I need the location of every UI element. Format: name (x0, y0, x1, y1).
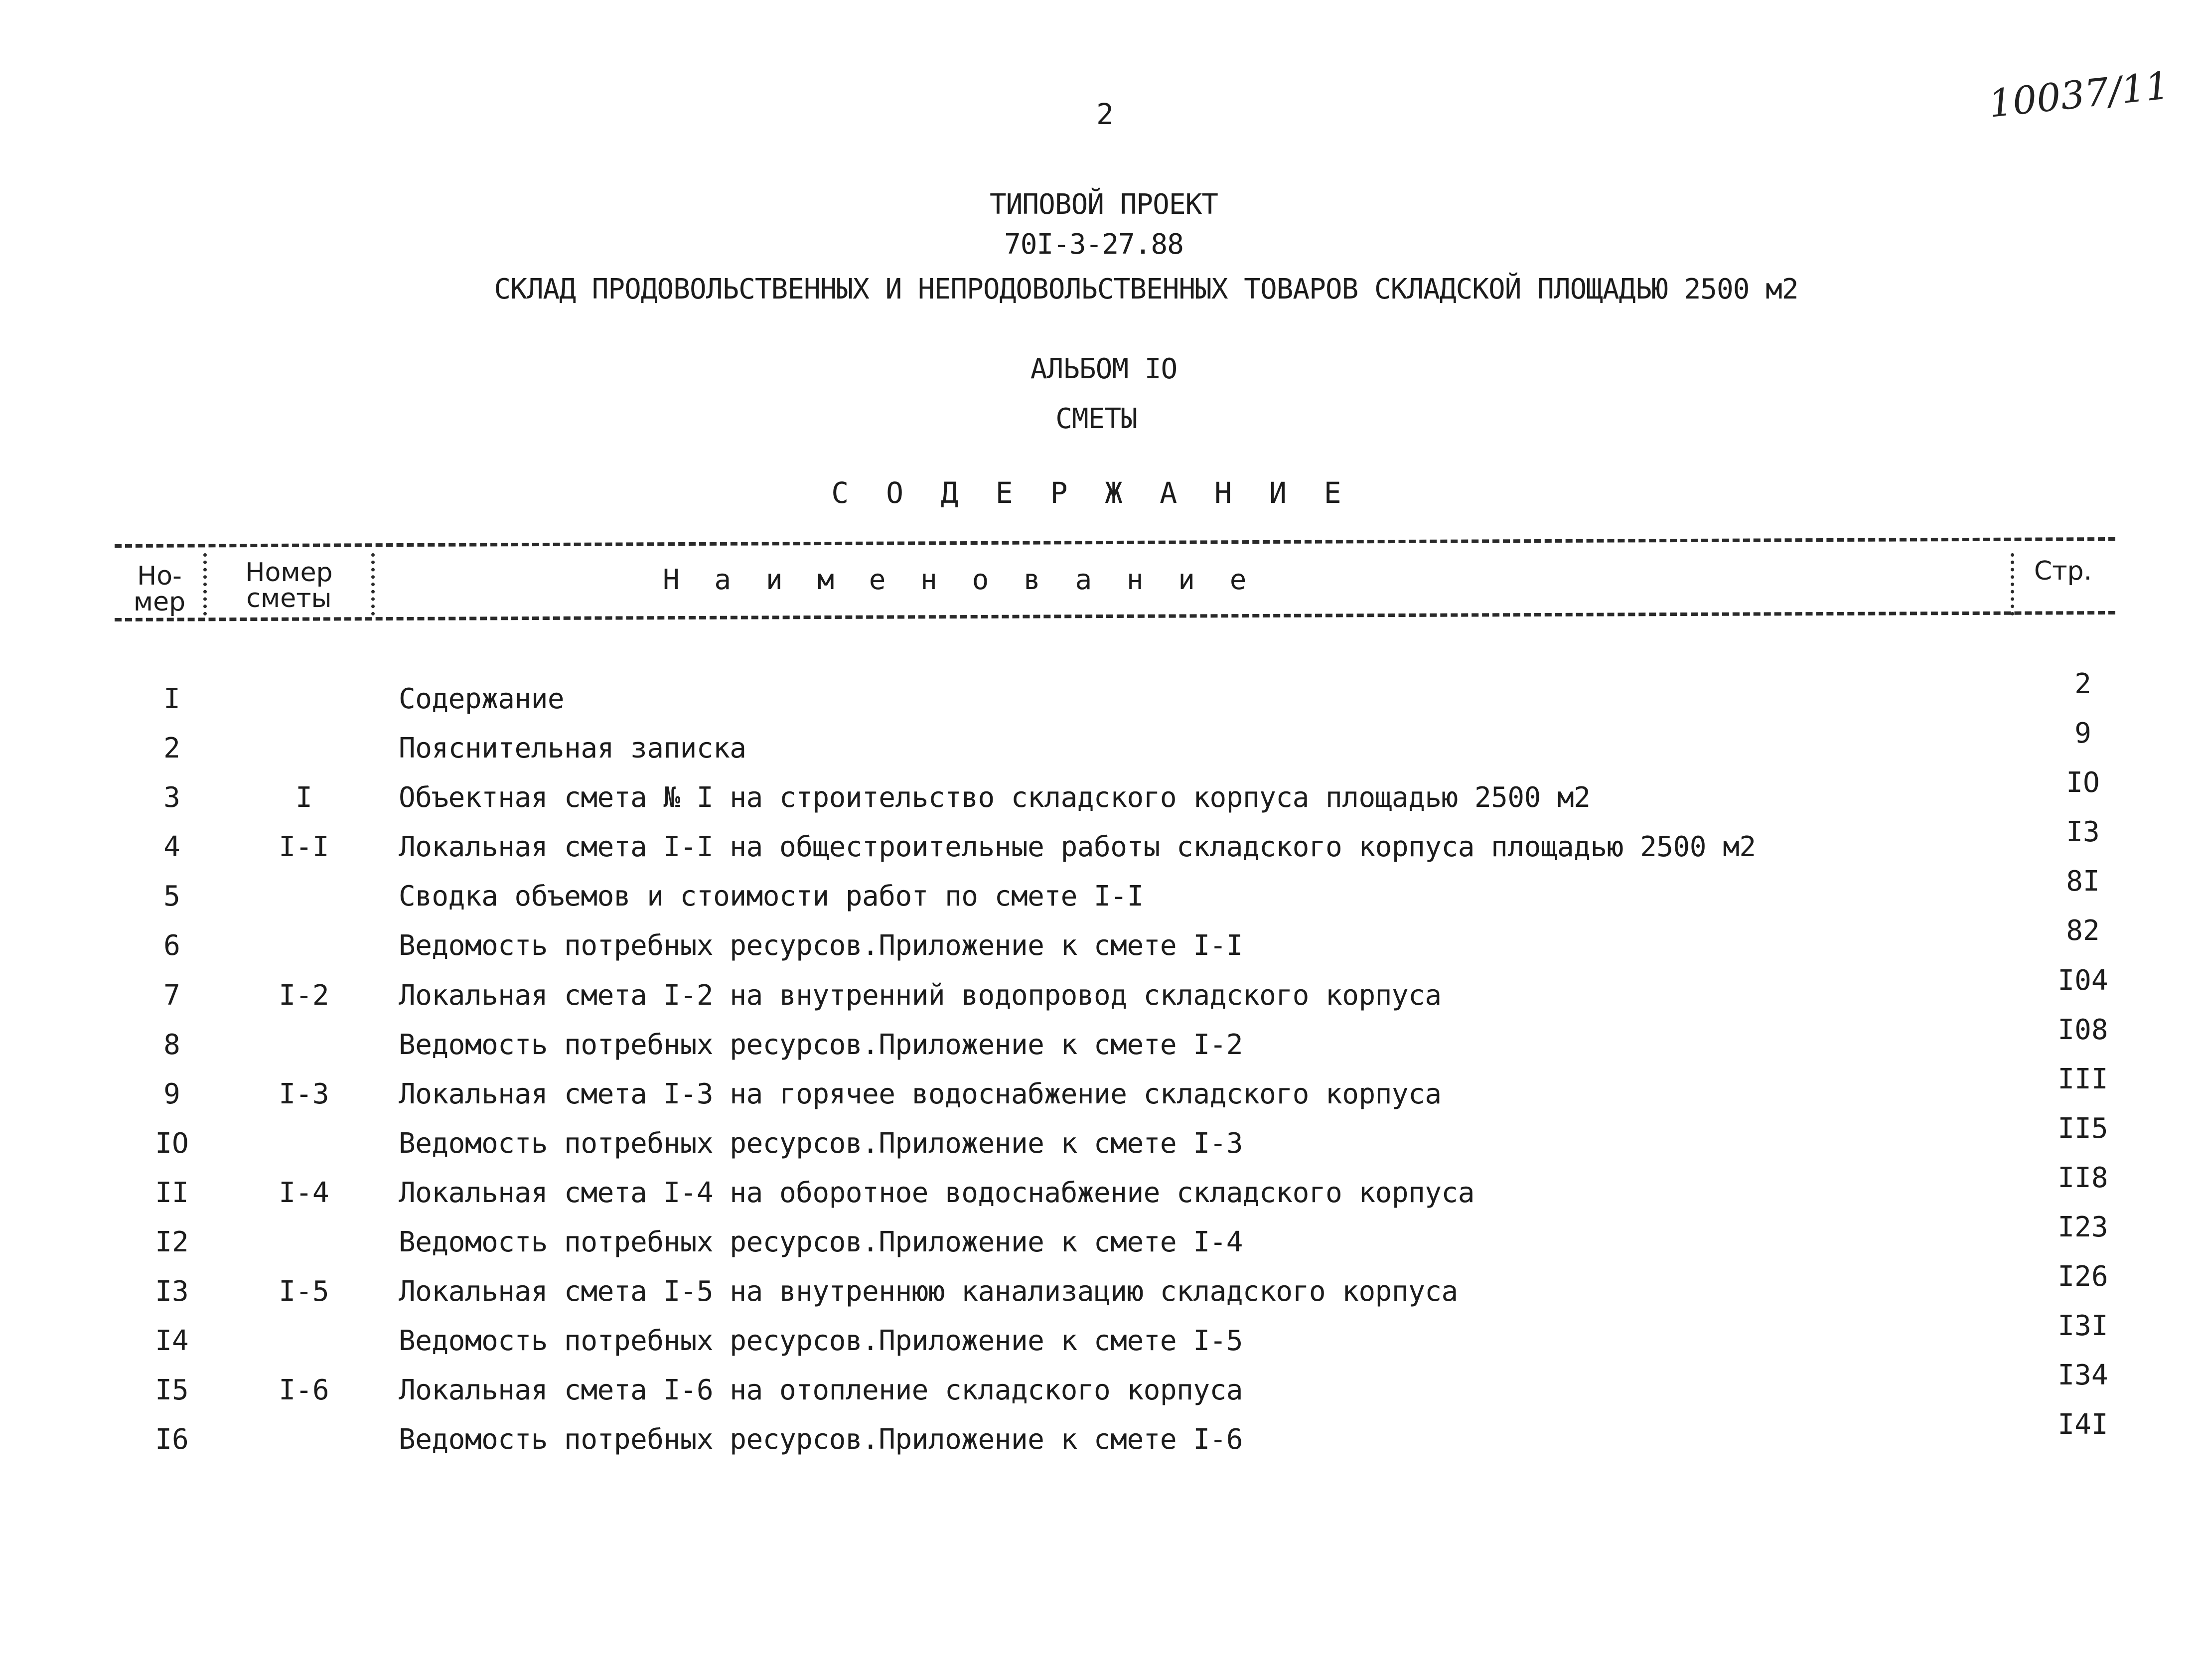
table-row (0, 1211, 2207, 1271)
column-header-estimate-number: Номер сметы (245, 558, 333, 613)
row-name: Локальная смета I-I на общестроительные работы складского корпуса площадью 2500 м2 (399, 831, 1756, 863)
table-row (0, 1063, 2207, 1123)
row-name: Ведомость потребных ресурсов.Приложение к смете I-3 (399, 1127, 1243, 1160)
table-row (0, 1014, 2207, 1073)
row-page: I34 (2058, 1359, 2108, 1391)
row-page: I23 (2058, 1211, 2108, 1243)
row-page: 9 (2074, 717, 2091, 750)
row-name: Локальная смета I-2 на внутренний водопровод складского корпуса (399, 979, 1442, 1012)
table-row (0, 717, 2207, 777)
row-page: 8I (2066, 865, 2100, 898)
contents-heading: С О Д Е Р Ж А Н И Е (831, 476, 1351, 510)
table-row (0, 1260, 2207, 1320)
row-number: I (163, 683, 180, 715)
row-name: Ведомость потребных ресурсов.Приложение к смете I-4 (399, 1226, 1243, 1258)
row-number: 6 (163, 929, 180, 962)
table-row (0, 964, 2207, 1024)
table-row (0, 1310, 2207, 1370)
row-estimate-number: I-5 (279, 1275, 329, 1308)
row-page: II5 (2058, 1112, 2108, 1145)
row-number: 4 (163, 831, 180, 863)
row-page: 82 (2066, 915, 2100, 947)
row-page: III (2058, 1063, 2108, 1095)
table-row (0, 915, 2207, 974)
row-name: Ведомость потребных ресурсов.Приложение к смете I-2 (399, 1029, 1243, 1061)
row-name: Сводка объемов и стоимости работ по смете I-I (399, 880, 1144, 913)
row-page: 2 (2074, 668, 2091, 700)
album-label: АЛЬБОМ IO (1030, 353, 1177, 385)
row-name: Ведомость потребных ресурсов.Приложение к смете I-5 (399, 1325, 1243, 1357)
row-name: Объектная смета № I на строительство складского корпуса площадью 2500 м2 (399, 781, 1591, 814)
column-header-number: Но- мер (133, 561, 186, 617)
row-name: Ведомость потребных ресурсов.Приложение к смете I-I (399, 929, 1243, 962)
row-number: 5 (163, 880, 180, 913)
row-number: I2 (155, 1226, 189, 1258)
row-estimate-number: I (295, 781, 312, 814)
table-row (0, 766, 2207, 826)
row-page: I08 (2058, 1014, 2108, 1046)
column-header-name: Н а и м е н о в а н и е (663, 564, 1256, 596)
table-row (0, 1112, 2207, 1172)
table-row (0, 1359, 2207, 1419)
handwritten-archive-number: 10037/11 (1986, 63, 2172, 126)
project-title: СКЛАД ПРОДОВОЛЬСТВЕННЫХ И НЕПРОДОВОЛЬСТВЕННЫХ ТОВАРОВ СКЛАДСКОЙ ПЛОЩАДЬЮ 2500 м2 (494, 273, 1798, 305)
row-estimate-number: I-3 (279, 1078, 329, 1110)
header-bottom-rule (115, 611, 2115, 621)
table-row (0, 1408, 2207, 1468)
column-header-page: Стр. (2034, 556, 2092, 586)
row-page: I26 (2058, 1260, 2108, 1293)
row-name: Пояснительная записка (399, 732, 746, 764)
row-number: I3 (155, 1275, 189, 1308)
project-type-heading: ТИПОВОЙ ПРОЕКТ (989, 188, 1218, 221)
table-header (115, 538, 2115, 633)
row-name: Локальная смета I-6 на отопление складского корпуса (399, 1374, 1243, 1406)
row-number: IO (155, 1127, 189, 1160)
row-number: 2 (163, 732, 180, 764)
row-estimate-number: I-4 (279, 1177, 329, 1209)
row-number: 9 (163, 1078, 180, 1110)
row-number: II (155, 1177, 189, 1209)
row-page: I04 (2058, 964, 2108, 997)
row-estimate-number: I-I (279, 831, 329, 863)
table-row (0, 1162, 2207, 1222)
page-number: 2 (1096, 97, 1114, 131)
row-page: II8 (2058, 1162, 2108, 1194)
row-name: Локальная смета I-4 на оборотное водоснабжение складского корпуса (399, 1177, 1474, 1209)
table-row (0, 816, 2207, 876)
table-row (0, 668, 2207, 728)
row-estimate-number: I-2 (279, 979, 329, 1012)
section-label: СМЕТЫ (1055, 403, 1137, 435)
row-page: I4I (2058, 1408, 2108, 1441)
column-separator (371, 553, 375, 615)
column-separator (203, 553, 207, 615)
row-name: Локальная смета I-3 на горячее водоснабжение складского корпуса (399, 1078, 1442, 1110)
column-separator (2011, 553, 2014, 615)
row-number: 3 (163, 781, 180, 814)
row-number: I6 (155, 1423, 189, 1456)
table-row (0, 865, 2207, 925)
row-number: 7 (163, 979, 180, 1012)
row-name: Локальная смета I-5 на внутреннюю канализацию складского корпуса (399, 1275, 1458, 1308)
row-name: Содержание (399, 683, 565, 715)
project-code: 70I-3-27.88 (1004, 228, 1183, 261)
row-name: Ведомость потребных ресурсов.Приложение к смете I-6 (399, 1423, 1243, 1456)
header-top-rule (115, 537, 2115, 548)
row-number: I5 (155, 1374, 189, 1406)
row-page: IO (2066, 766, 2100, 799)
row-estimate-number: I-6 (279, 1374, 329, 1406)
row-number: I4 (155, 1325, 189, 1357)
row-page: I3 (2066, 816, 2100, 848)
row-page: I3I (2058, 1310, 2108, 1342)
row-number: 8 (163, 1029, 180, 1061)
